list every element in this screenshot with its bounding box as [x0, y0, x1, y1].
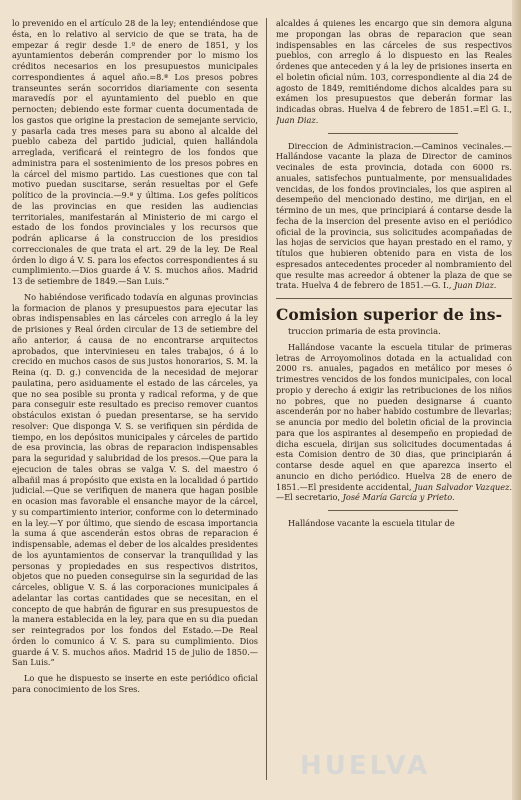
direccion-paragraph: [276, 141, 512, 292]
page-spine-shadow: [512, 0, 521, 800]
column-divider: [266, 18, 267, 780]
final-paragraph: Hallándose vacante la escuela titular de: [288, 518, 455, 528]
section-heading: Comision superior de ins-: [276, 305, 503, 324]
periodico-notice-paragraph: Lo que he dispuesto se inserte en este periódico oficial para conocimiento de los Sres.: [12, 673, 258, 694]
comision-text: Hallándose vacante la escuela titular de primeras letras de Arroyomolinos dotada en la actualidad con 2000 rs. anuales, pagados en metálico por meses ó trimestres vencidos de los fondos municipales, con local propio y derecho á exigir las retribuciones de los niños no pobres, que no pueden designarse á cuanto ascenderán por no haber habido costumbre de llevarlas; se anuncia por medio del boletin oficial de la provincia para que los aspirantes al desempeño en propiedad de dicha escuela, dirijan sus solicitudes documentadas á esta Comision dentro de 30 dias, que principiarán á contarse desde aquel en que aparezca inserto el anuncio en dicho periódico. Huelva 28 de enero de 1851.—El presidente accidental,: [276, 341, 512, 492]
section-subheading: truccion primaria de esta provincia.: [288, 326, 441, 336]
real-orden-paragraph: No habiéndose verificado todavía en algunas provincias la formacion de planos y presupuestos para ejecutar las obras indispensables en las cárceles con arreglo á la ley de prisiones y Real órden circular de 13 de setiembre del año anterior, á causa de no encontrarse arquitectos aprobados, que intervinieseu en tales trabajos, ó á lo crecido en muchos casos de sus justos honorarios, S. M. la Reina (q. D. g.) convencida de la necesidad de mejorar paulatina, pero asiduamente el estado de las cárceles, ya que no sea posible su pronta y radical reforma, y de que para conseguir este resultado es preciso remover cuantos obstáculos existan ó puedan presentarse, se ha servido resolver: Que disponga V. S. se verifiquen sin pérdida de tiempo, en los depósitos municipales y cárceles de partido de esa provincia, las obras de reparacion indispensables para la seguridad y salubridad de los presos.—Que para la ejecucion de tales obras se valga V. S. del maestro ó albañil mas á propósito que exista en la localidad ó partido judicial.—Que se verifiquen de manera que hagan posible en ocasion mas favorable el ensanche mayor de la cárcel, y su compartimiento interior, conforme con lo determinado en la ley.—Y por último, que siendo de escasa importancia la suma á que ascenderán estos obras de reparacion é indispensable, ademas el deber de los alcaldes presidentes de los ayuntamientos de conservar la tranquilidad y las personas y propiedades en sus respectivos distritos, objetos que no pueden conseguirse sin la seguridad de las cárceles, obligue V. S. á las corporaciones municipales á adelantar las cortas cantidades que se necesitan, en el concepto de que habrán de figurar en sus presupuestos de la manera establecida en la ley, para que en su dia puedan ser reintegrados por los fondos del Estado.—De Real órden lo comunico á V. S. para su cumplimiento. Dios guarde á V. S. muchos años. Madrid 15 de julio de 1850.—San Luis.”: [12, 291, 258, 668]
signature-presidente: Juan Salvador Vazquez.: [414, 481, 512, 492]
signature-juan-diaz-2: Juan Diaz.: [454, 280, 497, 291]
section-rule-3: [328, 510, 458, 511]
direccion-text: Direccion de Administracion.—Caminos vecinales.—Hallándose vacante la plaza de Director de caminos vecinales de esta provincia, dotada con 6000 rs. anuales, satisfechos puntualmente, por mensualidades vencidas, de los fondos provinciales, los que aspiren al desempeño del mencionado destino, me dirijan, en el término de un mes, que principiará á contarse desde la fecha de la insercion del presente aviso en el periódico oficial de la provincia, sus solicitudes acompañadas de las hojas de servicios que hayan prestado en el ramo, y títulos que hubieren obtenido para en vista de los espresados antecedentes proceder al nombramiento del que resulte mas acreedor á obtener la plaza de que se trata. Huelva 4 de febrero de 1851.—G. I.,: [276, 140, 512, 291]
alcaldes-paragraph: [276, 18, 512, 126]
right-column: [276, 18, 512, 790]
section-rule-1: [328, 133, 458, 134]
left-column: [12, 18, 258, 790]
comision-paragraph: [276, 342, 512, 503]
signature-secretario: José María García y Prieto.: [342, 492, 455, 503]
alcaldes-text: alcaldes á quienes les encargo que sin demora alguna me propongan las obras de reparacion que sean indispensables en las cárceles de sus respectivos pueblos, con arreglo á lo dispuesto en las Reales órdenes que anteceden y á la ley de prisiones inserta en el boletin oficial núm. 103, correspondiente al dia 24 de agosto de 1849, remitiéndome dichos alcaldes para su exámen los presupuestos que deberán formar las indicadas obras. Huelva 4 de febrero de 1851.=El G. I.,: [276, 18, 512, 114]
section-rule-2: [276, 298, 512, 299]
signature-juan-diaz-1: Juan Diaz.: [276, 114, 319, 125]
library-watermark: HUELVA: [300, 751, 431, 781]
secretario-label: —El secretario,: [276, 492, 341, 503]
article-continuation-paragraph: lo prevenido en el artículo 28 de la ley; entendiéndose que ésta, en lo relativo al servicio de que se trata, ha de empezar á regir desde 1.º de enero de 1851, y los ayuntamientos deberán comprender por lo mismo los créditos necesarios en los presupuestos municipales correspondientes á aquel año.=8.ª Los presos pobres transeuntes serán socorridos diariamente con sesenta maravedís por el ayuntamiento del pueblo en que pernocten; debiendo este formar cuenta documentada de los gastos que origine la prestacion de semejante servicio, y pasarla cada tres meses para su abono al alcalde del pueblo cabeza del partido judicial, quien hallándola arreglada, verificará el reintegro de los fondos que administra para el sostenimiento de los presos pobres en la cárcel del mismo partido. Las cuestiones que con tal motivo puedan suscitarse, serán resueltas por el Gefe político de la provincia.—9.ª y última. Los gefes políticos de las provincias en que residen las audiencias territoriales, manifestarán al Ministerio de mi cargo el estado de los fondos provinciales y los recursos que podrán aplicarse á la construccion de los presidios correccionales de que trata el art. 29 de la ley. De Real órden lo digo á V. S. para los efectos correspondientes á su cumplimiento.—Dios guarde á V. S. muchos años. Madrid 13 de setiembre de 1849.—San Luis.”: [12, 18, 258, 286]
